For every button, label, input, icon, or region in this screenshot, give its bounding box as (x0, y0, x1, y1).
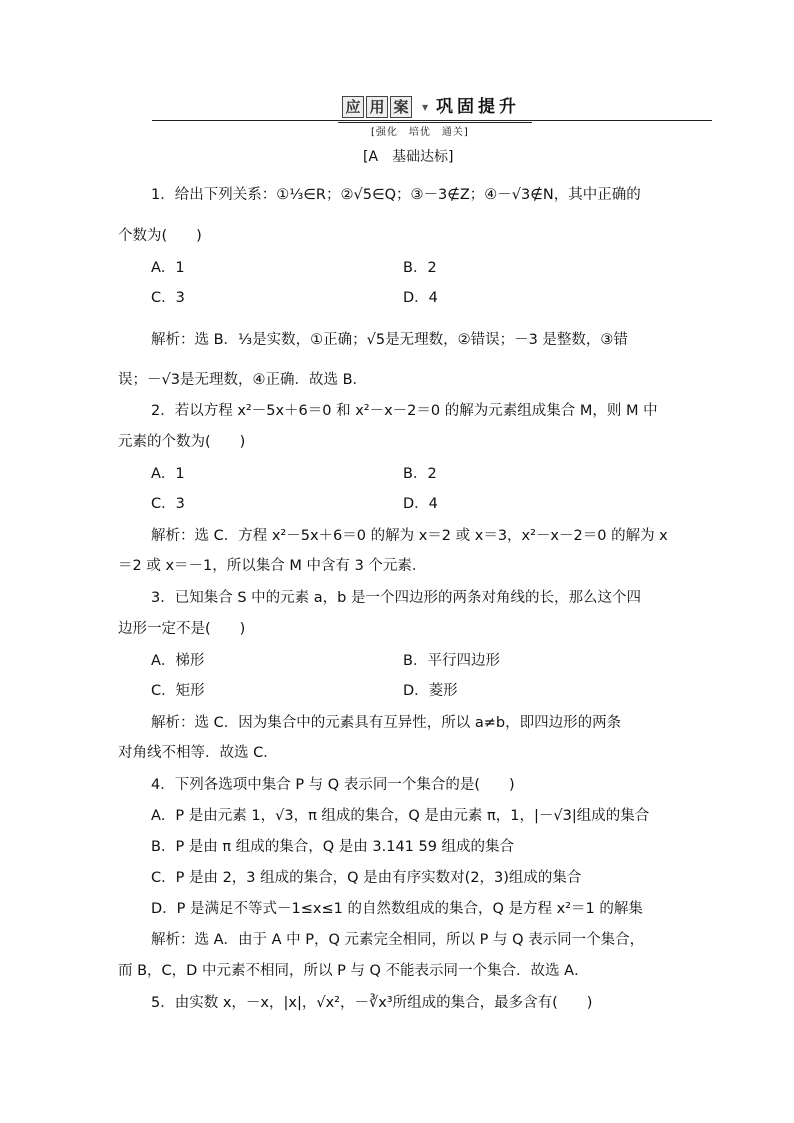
question-2-option-b: B．2 (403, 466, 437, 482)
header-label-char: 应 (342, 96, 364, 118)
question-2-solution-line-1: 解析：选 C．方程 x²－5x＋6＝0 的解为 x＝2 或 x＝3，x²－x－2＝0 的解为 x (151, 528, 668, 544)
question-1-option-a: A．1 (151, 260, 185, 276)
question-2-option-a: A．1 (151, 466, 185, 482)
question-4-solution-line-1: 解析：选 A．由于 A 中 P，Q 元素完全相同，所以 P 与 Q 表示同一个集合， (151, 932, 645, 948)
question-4-option-d: D．P 是满足不等式－1≤x≤1 的自然数组成的集合，Q 是方程 x²＝1 的解集 (151, 901, 643, 917)
question-1-option-b: B．2 (403, 260, 437, 276)
question-4-solution-line-2: 而 B，C，D 中元素不相同，所以 P 与 Q 不能表示同一个集合．故选 A． (118, 963, 589, 979)
header-rule (152, 120, 712, 121)
question-2-solution-line-2: ＝2 或 x＝－1，所以集合 M 中含有 3 个元素． (118, 558, 427, 574)
question-2-line-1: 2．若以方程 x²－5x＋6＝0 和 x²－x－2＝0 的解为元素组成集合 M，则 M 中 (151, 403, 658, 419)
question-3-line-1: 3．已知集合 S 中的元素 a，b 是一个四边形的两条对角线的长，那么这个四 (151, 590, 641, 606)
question-1-solution-line-1: 解析：选 B．⅓是实数，①正确；√5是无理数，②错误；－3 是整数，③错 (151, 332, 628, 348)
question-2-option-c: C．3 (151, 496, 185, 512)
question-1-option-c: C．3 (151, 290, 185, 306)
question-3-option-a: A．梯形 (151, 653, 205, 669)
question-2-option-d: D．4 (403, 496, 438, 512)
header-banner (152, 96, 712, 120)
header-label-char: 案 (390, 96, 412, 118)
question-3-option-b: B．平行四边形 (403, 653, 500, 669)
question-3-option-d: D．菱形 (403, 683, 458, 699)
header-label (342, 96, 414, 116)
question-1-option-d: D．4 (403, 290, 438, 306)
question-3-line-2: 边形一定不是( ) (118, 621, 246, 637)
triangle-icon: ▼ (422, 103, 429, 112)
question-1-line-2: 个数为( ) (118, 228, 202, 244)
question-2-line-2: 元素的个数为( ) (118, 434, 246, 450)
question-3-solution-line-1: 解析：选 C．因为集合中的元素具有互异性，所以 a≠b，即四边形的两条 (151, 715, 622, 731)
question-1-solution-line-2: 误；－√3是无理数，④正确．故选 B． (118, 372, 368, 388)
question-5-line-1: 5．由实数 x，－x，|x|，√x²，－∛x³所组成的集合，最多含有( ) (151, 995, 593, 1011)
question-3-option-c: C．矩形 (151, 683, 205, 699)
section-heading: [A 基础达标] (363, 149, 454, 165)
question-1-line-1: 1．给出下列关系：①⅓∈R；②√5∈Q；③－3∉Z；④－√3∉N，其中正确的 (151, 187, 641, 203)
question-4-option-b: B．P 是由 π 组成的集合，Q 是由 3.141 59 组成的集合 (151, 839, 515, 855)
question-3-solution-line-2: 对角线不相等．故选 C． (118, 745, 278, 761)
question-4-line-1: 4．下列各选项中集合 P 与 Q 表示同一个集合的是( ) (151, 777, 515, 793)
header-subtitle: [强化 培优 通关] (371, 127, 469, 138)
header-title: 巩固提升 (436, 97, 520, 117)
header-label-char: 用 (366, 96, 388, 118)
question-4-option-a: A．P 是由元素 1，√3，π 组成的集合，Q 是由元素 π，1，|－√3|组成的集合 (151, 808, 650, 824)
question-4-option-c: C．P 是由 2，3 组成的集合，Q 是由有序实数对(2，3)组成的集合 (151, 870, 582, 886)
